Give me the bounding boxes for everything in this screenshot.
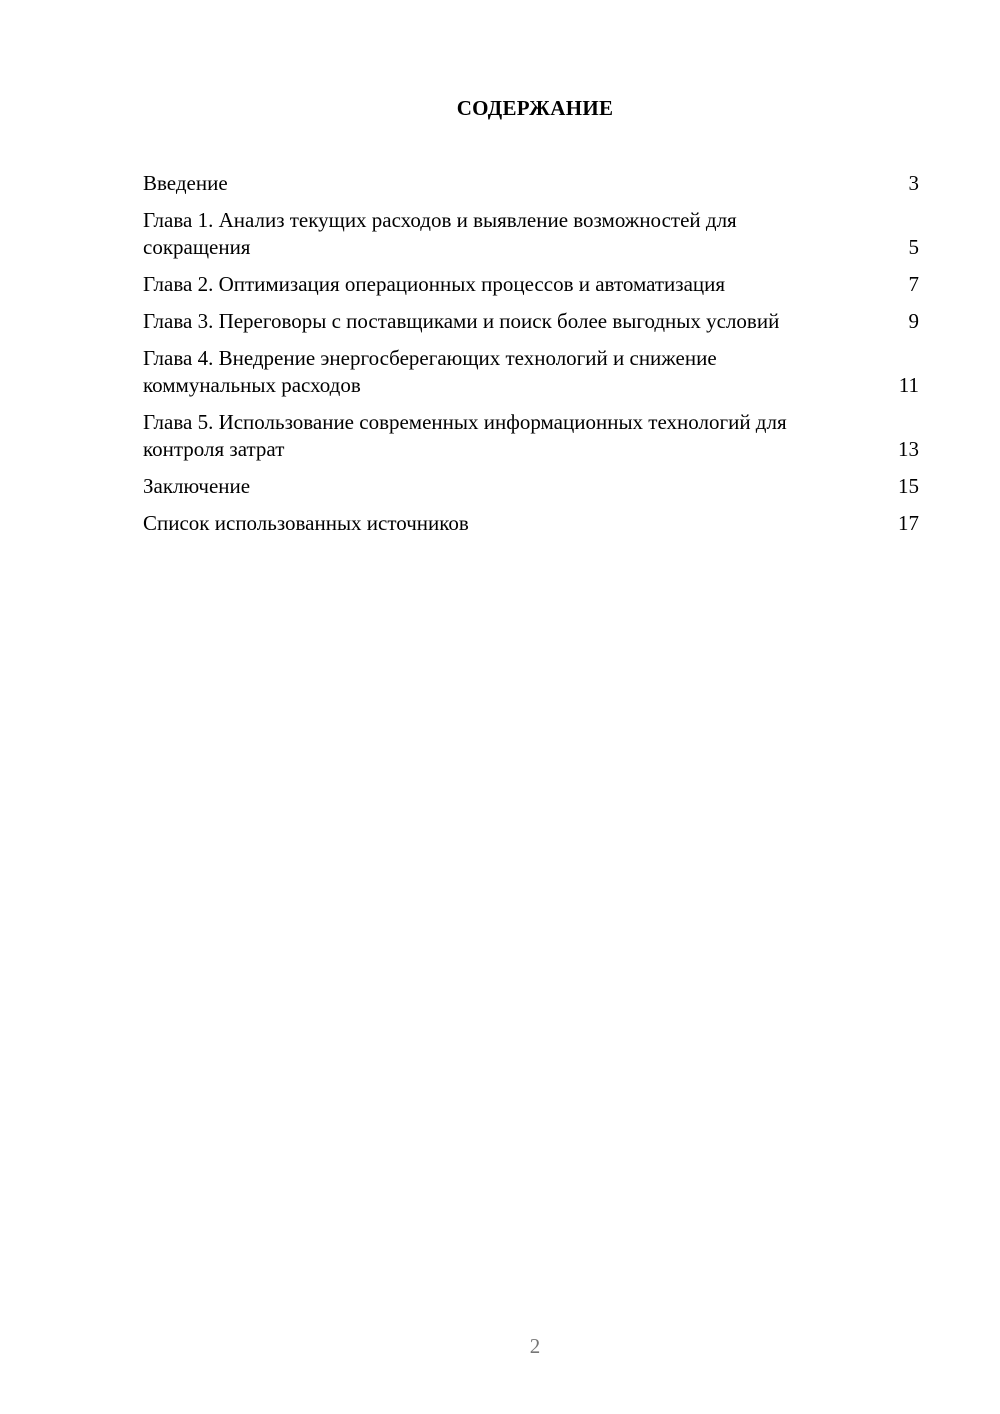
toc-entry-chapter-1 <box>143 207 919 261</box>
toc-entry-references <box>143 510 919 537</box>
toc-entry-chapter-4 <box>143 345 919 399</box>
toc-entry-text: Глава 4. Внедрение энергосберегающих технологий и снижение коммунальных расходов <box>143 346 717 397</box>
toc-title: СОДЕРЖАНИЕ <box>456 96 614 120</box>
toc-entry-text: Глава 2. Оптимизация операционных процессов и автоматизация <box>143 272 726 296</box>
toc-entry-page: 7 <box>908 272 919 296</box>
toc-entry-page: 11 <box>898 373 919 397</box>
page-number: 2 <box>529 1334 541 1358</box>
toc-entry-text: Глава 3. Переговоры с поставщиками и поиск более выгодных условий <box>143 309 780 333</box>
toc-entry-chapter-3 <box>143 308 919 335</box>
toc-entry-text: Заключение <box>143 474 251 498</box>
toc-entry-page: 17 <box>898 511 919 535</box>
toc-entry-page: 13 <box>898 437 919 461</box>
toc-entry-page: 5 <box>908 235 919 259</box>
toc-entry-page: 15 <box>898 474 919 498</box>
toc-entry-introduction <box>143 170 919 197</box>
toc-entry-text: Глава 5. Использование современных информационных технологий для контроля затрат <box>143 410 787 461</box>
toc-entry-page: 9 <box>908 309 919 333</box>
toc-entry-text: Список использованных источников <box>143 511 469 535</box>
toc-entry-conclusion <box>143 473 919 500</box>
toc-entry-text: Глава 1. Анализ текущих расходов и выявление возможностей для сокращения <box>143 208 737 259</box>
toc-entry-chapter-5 <box>143 409 919 463</box>
toc-entry-page: 3 <box>908 171 919 195</box>
table-of-contents <box>143 170 919 547</box>
toc-entry-text: Введение <box>143 171 228 195</box>
toc-entry-chapter-2 <box>143 271 919 298</box>
